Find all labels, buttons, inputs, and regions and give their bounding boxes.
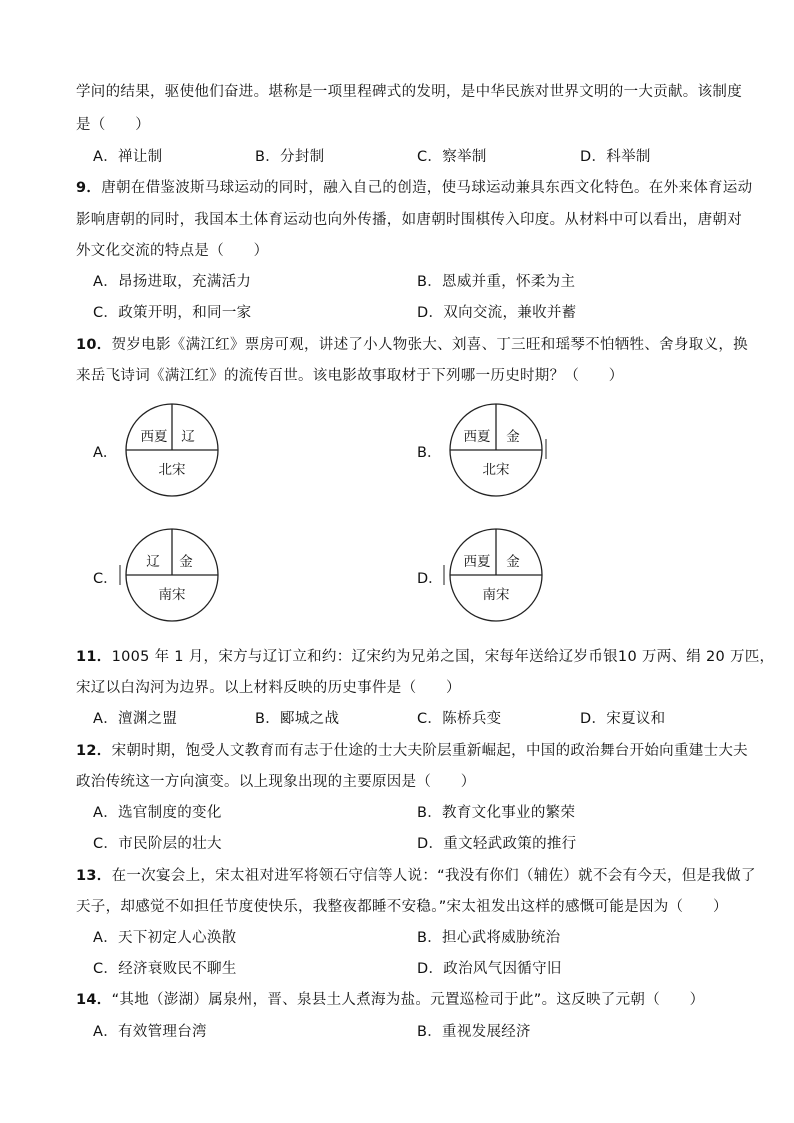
q10-option-c-diagram[interactable] (118, 528, 222, 626)
q8-stem-line-2: 是（ ） (76, 117, 150, 133)
q10-option-c-label[interactable]: C． (93, 571, 118, 587)
q13-option-c[interactable]: C．经济衰败民不聊生 (93, 961, 237, 977)
segment-top-left: 西夏 (463, 429, 491, 445)
segment-top-left: 辽 (146, 554, 160, 570)
q10-stem-line-1 (76, 333, 748, 354)
q10-option-a-diagram[interactable] (122, 403, 222, 501)
q13-stem-line-2: 天子，却感觉不如担任节度使快乐，我整夜都睡不安稳。”宋太祖发出这样的感慨可能是因为（ ） (76, 899, 728, 915)
q11-option-b[interactable]: B．郾城之战 (255, 711, 340, 727)
q9-stem-line-2: 影响唐朝的同时，我国本土体育运动也向外传播，如唐朝时围棋传入印度。从材料中可以看出，唐朝对 (76, 212, 742, 228)
q12-option-d[interactable]: D．重文轻武政策的推行 (417, 836, 577, 852)
q13-option-d[interactable]: D．政治风气因循守旧 (417, 961, 562, 977)
q9-option-a[interactable]: A．昂扬进取，充满活力 (93, 274, 252, 290)
q14-stem-text: “其地（澎湖）属泉州，晋、泉县土人煮海为盐。元置巡检司于此”。这反映了元朝（ ） (111, 992, 705, 1008)
q10-option-d-diagram[interactable] (442, 528, 546, 626)
q9-stem-line-1 (76, 176, 752, 197)
q10-option-a-label[interactable]: A． (93, 445, 118, 461)
q12-stem-line-1 (76, 739, 748, 760)
q14-option-a[interactable]: A．有效管理台湾 (93, 1024, 207, 1040)
q10-number: 10． (76, 337, 112, 353)
territory-circle-d (442, 528, 546, 622)
q8-option-c[interactable]: C．察举制 (417, 149, 487, 165)
q13-number: 13． (76, 868, 112, 884)
q10-option-b-diagram[interactable] (446, 403, 550, 501)
q8-option-a[interactable]: A．禅让制 (93, 149, 163, 165)
q12-stem-text: 宋朝时期，饱受人文教育而有志于仕途的士大夫阶层重新崛起，中国的政治舞台开始向重建士大夫 (111, 743, 748, 759)
q8-option-d[interactable]: D．科举制 (580, 149, 651, 165)
q9-number: 9． (76, 180, 102, 196)
q14-stem-line-1 (76, 988, 704, 1009)
q9-option-c[interactable]: C．政策开明，和同一家 (93, 305, 252, 321)
q11-option-c[interactable]: C．陈桥兵变 (417, 711, 502, 727)
segment-top-right: 金 (179, 554, 193, 570)
q9-stem-text: 唐朝在借鉴波斯马球运动的同时，融入自己的创造，使马球运动兼具东西文化特色。在外来体育运动 (101, 180, 753, 196)
territory-circle-a (122, 403, 222, 497)
q9-option-b[interactable]: B．恩威并重，怀柔为主 (417, 274, 576, 290)
q10-option-b-label[interactable]: B． (417, 445, 442, 461)
q11-option-a[interactable]: A．澶渊之盟 (93, 711, 178, 727)
q12-number: 12． (76, 743, 112, 759)
q11-stem-text: 1005 年 1 月，宋方与辽订立和约：辽宋约为兄弟之国，宋每年送给辽岁币银10 万两、绢 20 万匹， (111, 649, 775, 665)
territory-circle-b (446, 403, 550, 497)
q14-option-b[interactable]: B．重视发展经济 (417, 1024, 531, 1040)
q10-option-d-label[interactable]: D． (417, 571, 443, 587)
segment-top-right: 辽 (181, 429, 195, 445)
q13-option-a[interactable]: A．天下初定人心涣散 (93, 930, 237, 946)
territory-circle-c (118, 528, 222, 622)
segment-bottom: 北宋 (158, 462, 186, 478)
q10-stem-text: 贺岁电影《满江红》票房可观，讲述了小人物张大、刘喜、丁三旺和瑶琴不怕牺牲、舍身取义，换 (111, 337, 748, 353)
q13-stem-text: 在一次宴会上，宋太祖对进军将领石守信等人说：“我没有你们（辅佐）就不会有今天，但是我做了 (111, 868, 756, 884)
q12-option-c[interactable]: C．市民阶层的壮大 (93, 836, 222, 852)
segment-top-left: 西夏 (140, 429, 168, 445)
segment-top-left: 西夏 (463, 554, 491, 570)
q11-option-d[interactable]: D．宋夏议和 (580, 711, 666, 727)
q9-stem-line-3: 外文化交流的特点是（ ） (76, 243, 269, 259)
segment-bottom: 北宋 (482, 462, 510, 478)
q11-number: 11． (76, 649, 112, 665)
q14-number: 14． (76, 992, 112, 1008)
q8-option-b[interactable]: B．分封制 (255, 149, 325, 165)
q11-stem-line-1 (76, 645, 774, 666)
segment-bottom: 南宋 (158, 587, 186, 603)
q11-stem-line-2: 宋辽以白沟河为边界。以上材料反映的历史事件是（ ） (76, 680, 461, 696)
segment-top-right: 金 (506, 554, 520, 570)
q10-stem-line-2: 来岳飞诗词《满江红》的流传百世。该电影故事取材于下列哪一历史时期？（ ） (76, 368, 624, 384)
q9-option-d[interactable]: D．双向交流，兼收并蓄 (417, 305, 577, 321)
q13-stem-line-1 (76, 864, 756, 885)
segment-top-right: 金 (506, 429, 520, 445)
segment-bottom: 南宋 (482, 587, 510, 603)
q8-stem-line-1: 学问的结果，驱使他们奋进。堪称是一项里程碑式的发明，是中华民族对世界文明的一大贡献。该制度 (76, 84, 742, 100)
q12-stem-line-2: 政治传统这一方向演变。以上现象出现的主要原因是（ ） (76, 774, 476, 790)
q12-option-a[interactable]: A．选官制度的变化 (93, 805, 222, 821)
q13-option-b[interactable]: B．担心武将威胁统治 (417, 930, 561, 946)
q12-option-b[interactable]: B．教育文化事业的繁荣 (417, 805, 576, 821)
